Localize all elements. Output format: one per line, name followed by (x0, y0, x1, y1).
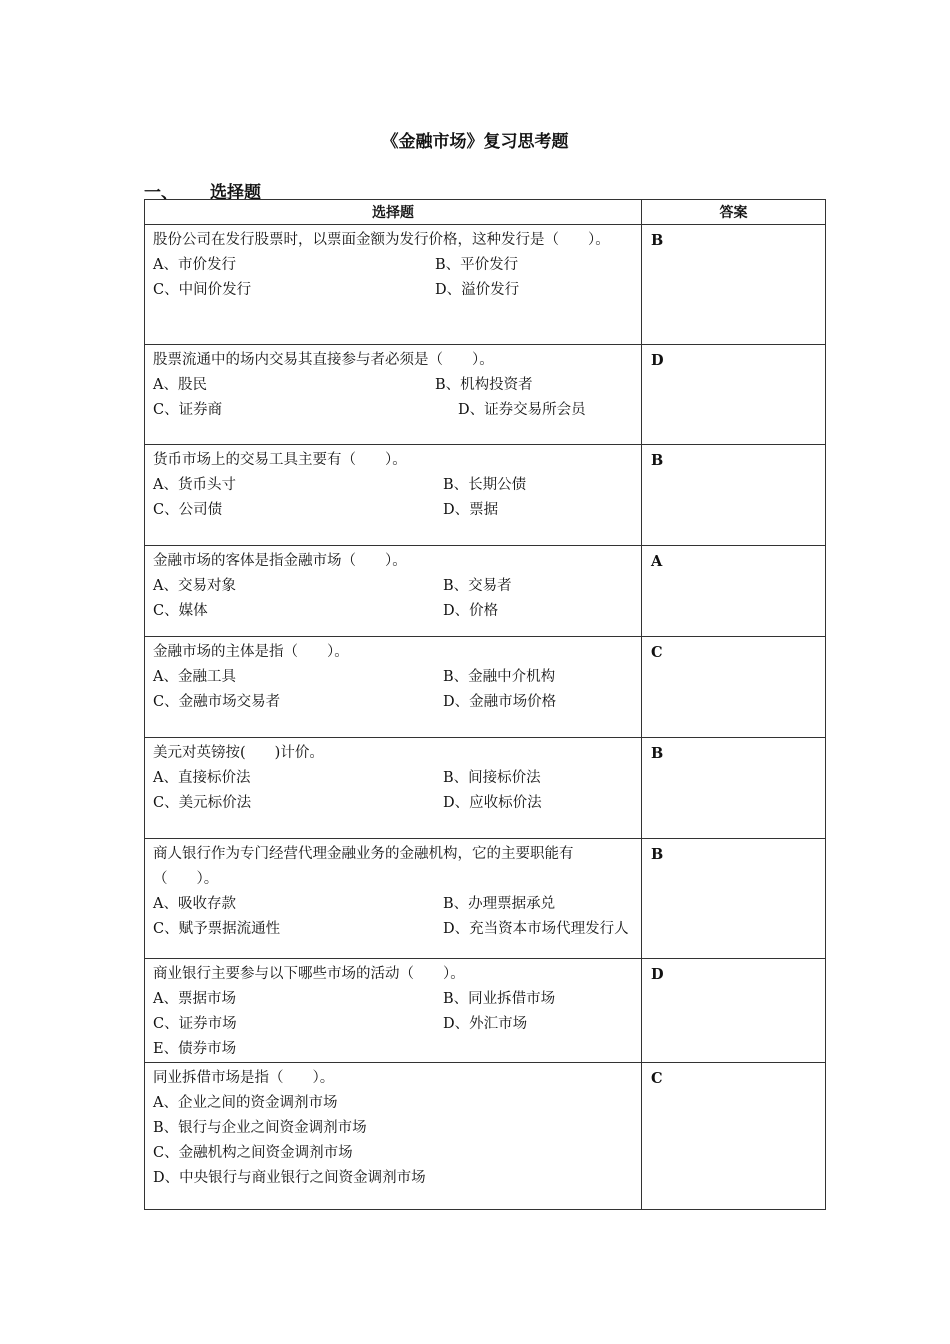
table-row (145, 1063, 826, 1210)
question-cell (145, 546, 642, 637)
option-d: D、应收标价法 (443, 795, 542, 811)
table-row (145, 959, 826, 1063)
question-cell (145, 637, 642, 738)
question-text: 商人银行作为专门经营代理金融业务的金融机构，它的主要职能有（ ）。 (153, 846, 574, 887)
question-cell (145, 225, 642, 345)
option-c: C、中间价发行 (153, 282, 252, 298)
option-a: A、企业之间的资金调剂市场 (153, 1095, 338, 1111)
option-c: C、证券商 (153, 402, 223, 418)
question-text: 同业拆借市场是指（ ）。 (153, 1070, 335, 1086)
option-a: A、金融工具 (153, 669, 236, 685)
question-text: 货币市场上的交易工具主要有（ ）。 (153, 452, 407, 468)
answer-cell: B (642, 839, 826, 959)
section-label: 选择题 (210, 183, 261, 203)
answer-cell: C (642, 637, 826, 738)
option-b: B、机构投资者 (435, 377, 533, 393)
section-number: 一、 (144, 183, 178, 203)
question-cell (145, 345, 642, 445)
question-cell (145, 1063, 642, 1210)
option-a: A、吸收存款 (153, 896, 236, 912)
answer-cell: B (642, 445, 826, 546)
option-d: D、溢价发行 (435, 282, 520, 298)
page-title: 《金融市场》复习思考题 (381, 132, 569, 152)
option-b: B、银行与企业之间资金调剂市场 (153, 1120, 367, 1136)
table-row (145, 546, 826, 637)
answer-cell: C (642, 1063, 826, 1210)
option-a: A、票据市场 (153, 991, 236, 1007)
header-question: 选择题 (145, 200, 642, 225)
option-d: D、证券交易所会员 (458, 402, 586, 418)
option-c: C、金融机构之间资金调剂市场 (153, 1145, 353, 1161)
answer-cell: D (642, 959, 826, 1063)
table-row (145, 839, 826, 959)
option-c: C、金融市场交易者 (153, 694, 281, 710)
table-row (145, 637, 826, 738)
option-c: C、美元标价法 (153, 795, 252, 811)
option-c: C、赋予票据流通性 (153, 921, 281, 937)
option-d: D、价格 (443, 603, 499, 619)
table-row (145, 345, 826, 445)
option-e: E、债券市场 (153, 1041, 237, 1057)
option-b: B、同业拆借市场 (443, 991, 556, 1007)
table-header-row (145, 200, 826, 225)
question-text: 金融市场的客体是指金融市场（ ）。 (153, 553, 407, 569)
option-c: C、公司债 (153, 502, 223, 518)
question-text: 股票流通中的场内交易其直接参与者必须是（ ）。 (153, 352, 494, 368)
table-row (145, 225, 826, 345)
option-a: A、市价发行 (153, 257, 236, 273)
option-c: C、证券市场 (153, 1016, 237, 1032)
option-a: A、交易对象 (153, 578, 236, 594)
question-text: 股份公司在发行股票时，以票面金额为发行价格，这种发行是（ ）。 (153, 232, 610, 248)
option-d: D、金融市场价格 (443, 694, 557, 710)
option-c: C、媒体 (153, 603, 208, 619)
answer-cell: A (642, 546, 826, 637)
table-row (145, 445, 826, 546)
option-d: D、票据 (443, 502, 499, 518)
option-b: B、长期公债 (443, 477, 527, 493)
option-b: B、金融中介机构 (443, 669, 556, 685)
question-text: 金融市场的主体是指（ ）。 (153, 644, 349, 660)
option-a: A、货币头寸 (153, 477, 236, 493)
answer-cell: B (642, 225, 826, 345)
answer-cell: D (642, 345, 826, 445)
header-answer: 答案 (642, 200, 826, 225)
answer-cell: B (642, 738, 826, 839)
option-a: A、直接标价法 (153, 770, 251, 786)
question-text: 美元对英镑按( )计价。 (153, 745, 324, 761)
option-a: A、股民 (153, 377, 207, 393)
option-b: B、办理票据承兑 (443, 896, 556, 912)
option-d: D、中央银行与商业银行之间资金调剂市场 (153, 1170, 426, 1186)
question-text: 商业银行主要参与以下哪些市场的活动（ ）。 (153, 966, 465, 982)
option-b: B、间接标价法 (443, 770, 541, 786)
question-cell (145, 959, 642, 1063)
question-cell (145, 445, 642, 546)
question-cell (145, 839, 642, 959)
question-cell (145, 738, 642, 839)
option-d: D、充当资本市场代理发行人 (443, 921, 629, 937)
option-b: B、交易者 (443, 578, 512, 594)
option-b: B、平价发行 (435, 257, 519, 273)
question-table (144, 199, 826, 1210)
option-d: D、外汇市场 (443, 1016, 528, 1032)
table-row (145, 738, 826, 839)
